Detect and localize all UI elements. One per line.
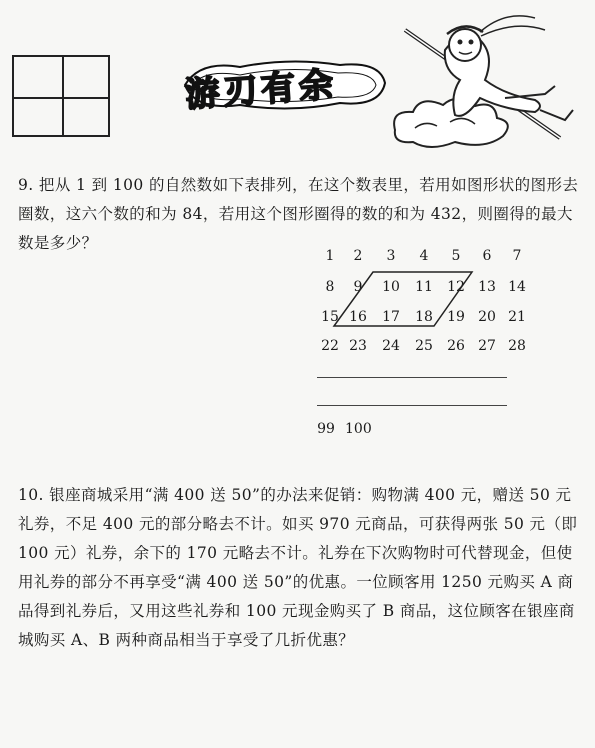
table-cell: 11 bbox=[415, 279, 433, 295]
table-cell: 27 bbox=[478, 338, 496, 354]
section-title: 游刃有余 bbox=[184, 64, 339, 116]
table-cell: 8 bbox=[325, 279, 335, 295]
table-cell: 15 bbox=[321, 309, 339, 325]
table-cell: 22 bbox=[321, 338, 339, 354]
table-cell: 12 bbox=[447, 279, 465, 295]
table-cell: 26 bbox=[447, 338, 465, 354]
table-cell: 5 bbox=[451, 248, 461, 264]
table-cell: 99 bbox=[317, 421, 335, 437]
table-cell: 13 bbox=[478, 279, 496, 295]
question-9-text: 9. 把从 1 到 100 的自然数如下表排列，在这个数表里，若用如图形状的图形去圈数，这六个数的和为 84，若用这个图形圈得的数的和为 432，则圈得的最大数是多少？ bbox=[18, 176, 579, 252]
table-cell: 28 bbox=[508, 338, 526, 354]
table-cell: 9 bbox=[353, 279, 363, 295]
question-10-text: 10. 银座商城采用“满 400 送 50”的办法来促销：购物满 400 元，赠送 50 元礼券，不足 400 元的部分略去不计。如买 970 元商品，可获得两张 50 元（即 100 元）礼券，余下的 170 元略去不计。礼券在下次购物时可代替现金，但使用礼券的部分不再享受“满 400 送 50”的优惠。一位顾客用 1250 元购买 A 商品得到礼券后，又用这些礼券和 100 元现金购买了 B 商品，这位顾客在银座商城购买 A、B 两种商品相当于享受了几折优惠？ bbox=[18, 486, 578, 649]
table-cell: 21 bbox=[508, 309, 526, 325]
table-cell: 18 bbox=[415, 309, 433, 325]
table-cell: 19 bbox=[447, 309, 465, 325]
table-cell: 2 bbox=[353, 248, 363, 264]
table-cell: 14 bbox=[508, 279, 526, 295]
table-cell: 6 bbox=[482, 248, 492, 264]
table-cell: 3 bbox=[386, 248, 396, 264]
continuation-line bbox=[317, 405, 507, 406]
table-cell: 4 bbox=[419, 248, 429, 264]
table-cell: 20 bbox=[478, 309, 496, 325]
table-cell: 25 bbox=[415, 338, 433, 354]
table-cell: 7 bbox=[512, 248, 522, 264]
table-cell: 100 bbox=[345, 421, 372, 437]
table-cell: 16 bbox=[349, 309, 367, 325]
table-cell: 23 bbox=[349, 338, 367, 354]
continuation-line bbox=[317, 377, 507, 378]
table-cell: 17 bbox=[382, 309, 400, 325]
table-cell: 1 bbox=[325, 248, 335, 264]
table-cell: 24 bbox=[382, 338, 400, 354]
table-cell: 10 bbox=[382, 279, 400, 295]
